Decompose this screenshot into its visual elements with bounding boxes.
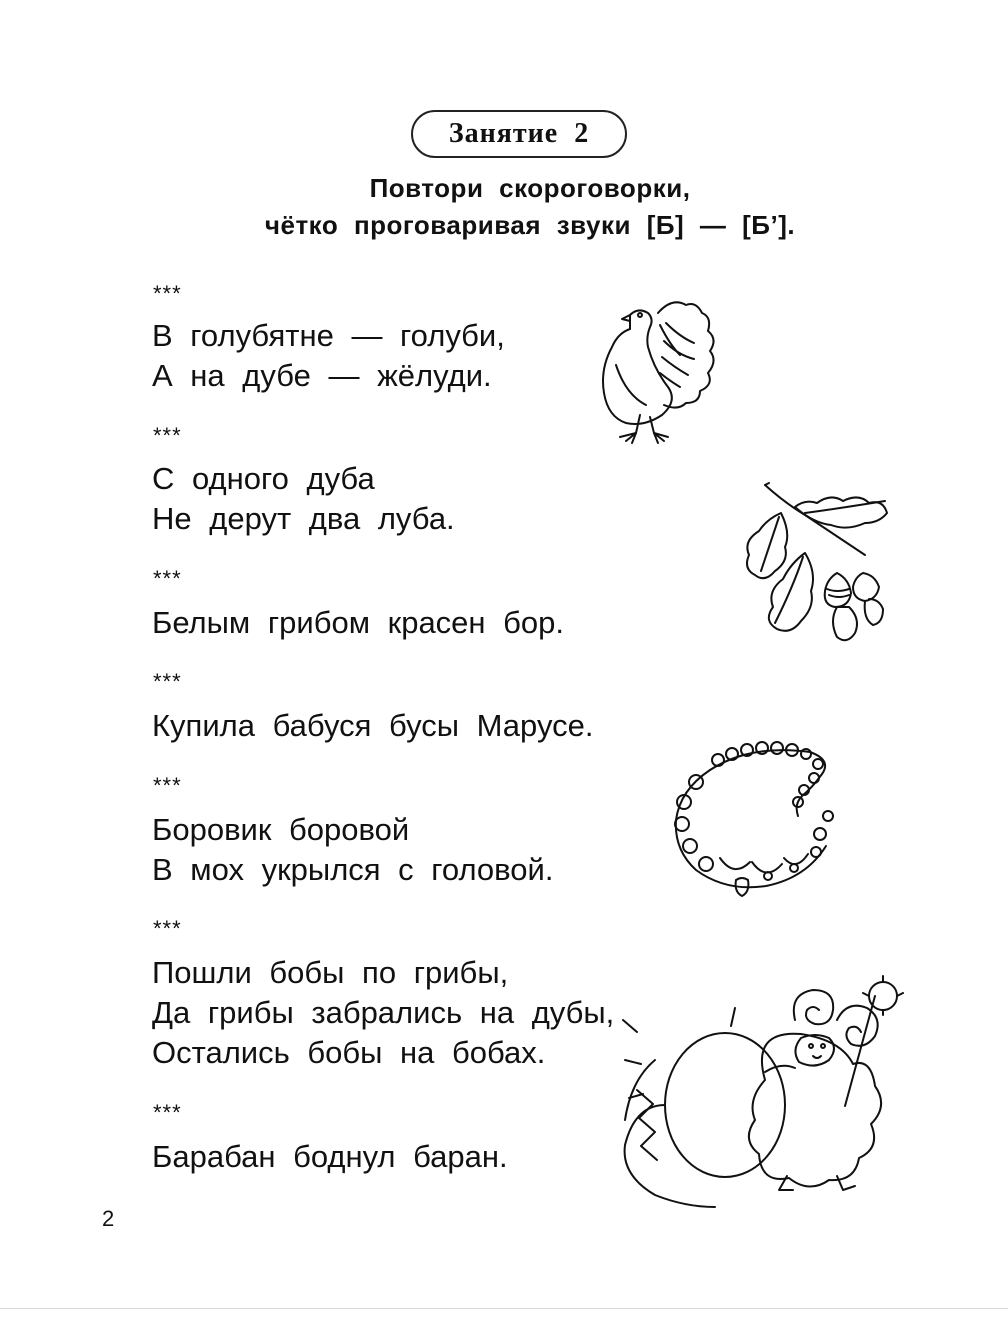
separator-stars: *** — [153, 423, 182, 448]
page-bottom-edge — [0, 1308, 1008, 1309]
separator-stars: *** — [153, 669, 182, 694]
separator-stars: *** — [153, 916, 182, 941]
pigeon-illustration — [600, 295, 720, 450]
twister-line: В голубятне — голуби, — [152, 318, 505, 353]
separator-stars: *** — [153, 566, 182, 591]
twister-line: Не дерут два луба. — [152, 501, 455, 536]
twister-line: В мох укрылся с головой. — [152, 852, 554, 887]
necklace-illustration — [670, 740, 840, 900]
twister-line: Барабан боднул баран. — [152, 1139, 508, 1174]
separator-stars: *** — [153, 773, 182, 798]
twister-line: Боровик боровой — [152, 812, 410, 847]
twister-line: Пошли бобы по грибы, — [152, 955, 509, 990]
twister-line: А на дубе — жёлуди. — [152, 358, 492, 393]
twister-line: Остались бобы на бобах. — [152, 1035, 546, 1070]
separator-stars: *** — [153, 281, 182, 306]
page-number: 2 — [102, 1206, 115, 1231]
separator-stars: *** — [153, 1100, 182, 1125]
oak-branch-illustration — [745, 483, 910, 648]
twister-line: Купила бабуся бусы Марусе. — [152, 708, 594, 743]
twister-line: Белым грибом красен бор. — [152, 605, 565, 640]
instruction-line-1: Повтори скороговорки, — [369, 173, 691, 203]
twister-line: Да грибы забрались на дубы, — [152, 995, 615, 1030]
ram-with-drum-illustration — [615, 980, 935, 1210]
instruction-line-2: чётко проговаривая звуки [Б] — [Б’]. — [264, 210, 796, 240]
twister-line: С одного дуба — [152, 461, 375, 496]
lesson-title: Занятие 2 — [411, 110, 627, 158]
